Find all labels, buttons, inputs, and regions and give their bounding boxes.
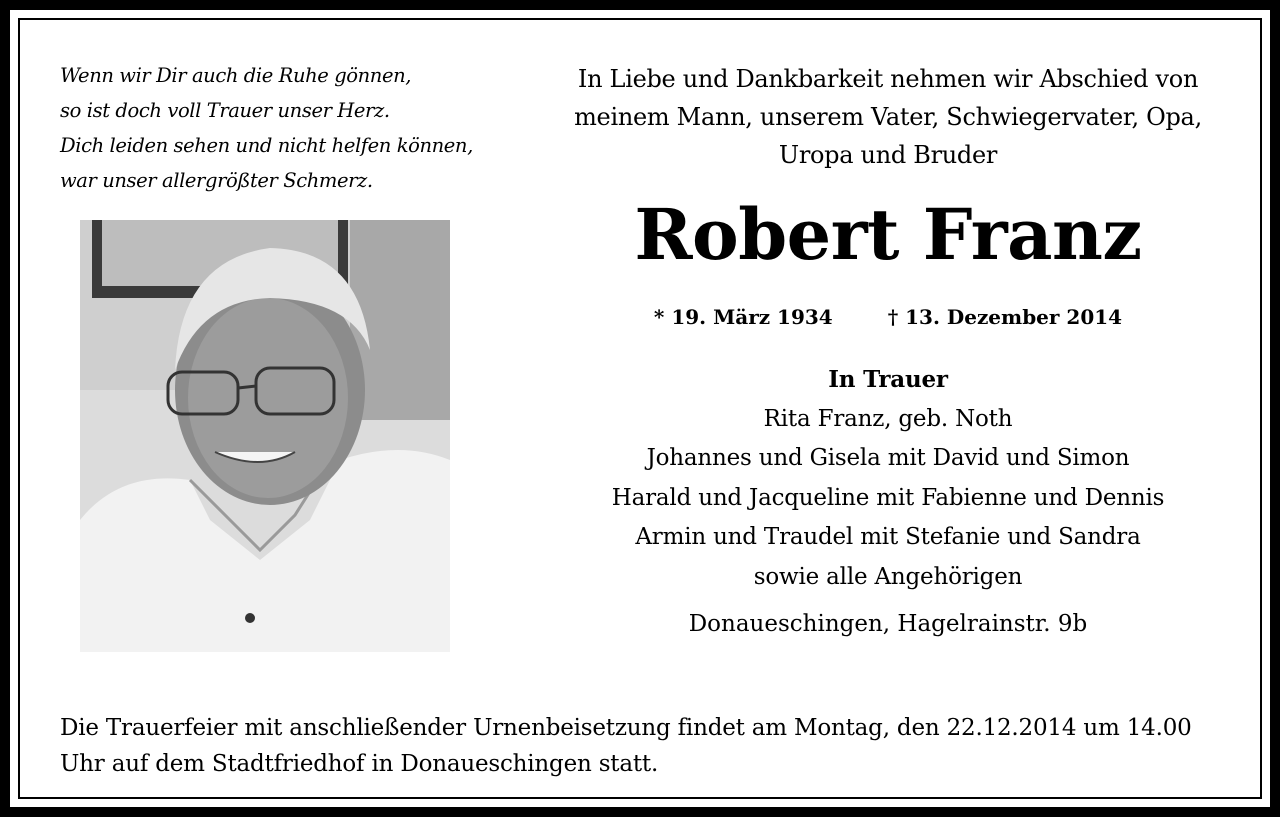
poem-line: Wenn wir Dir auch die Ruhe gönnen, — [60, 64, 412, 87]
life-dates — [540, 302, 1236, 332]
inner-border — [18, 18, 1262, 799]
poem-line: war unser allergrößter Schmerz. — [60, 169, 373, 192]
mourners-heading: In Trauer — [828, 366, 948, 393]
mourner-line: Harald und Jacqueline mit Fabienne und Dennis — [611, 484, 1165, 511]
deceased-name: Robert Franz — [634, 193, 1142, 276]
poem-line: so ist doch voll Trauer unser Herz. — [60, 99, 390, 122]
obituary-card — [10, 10, 1270, 807]
intro-line: In Liebe und Dankbarkeit nehmen wir Abschied von — [577, 65, 1199, 93]
intro-text — [540, 60, 1236, 174]
poem-line: Dich leiden sehen und nicht helfen können, — [60, 134, 473, 157]
mourner-line: Johannes und Gisela mit David und Simon — [646, 445, 1130, 471]
mourner-line: sowie alle Angehörigen — [753, 563, 1023, 590]
portrait-photo — [80, 220, 450, 652]
funeral-notice: Die Trauerfeier mit anschließender Urnenbeisetzung findet am Montag, den 22.12.2014 um 14.00 Uhr auf dem Stadtfriedhof in Donaueschingen statt. — [60, 715, 1192, 777]
intro-line: meinem Mann, unserem Vater, Schwiegervater, Opa, — [574, 103, 1202, 131]
mourners-list — [540, 360, 1236, 597]
death-date: † 13. Dezember 2014 — [887, 305, 1123, 329]
main-text — [540, 60, 1236, 639]
mourner-line: Rita Franz, geb. Noth — [763, 405, 1013, 432]
address: Donaueschingen, Hagelrainstr. 9b — [688, 611, 1088, 637]
mourner-line: Armin und Traudel mit Stefanie und Sandra — [635, 524, 1141, 550]
intro-line: Uropa und Bruder — [778, 141, 998, 169]
birth-date: * 19. März 1934 — [653, 305, 833, 329]
poem — [60, 58, 530, 198]
